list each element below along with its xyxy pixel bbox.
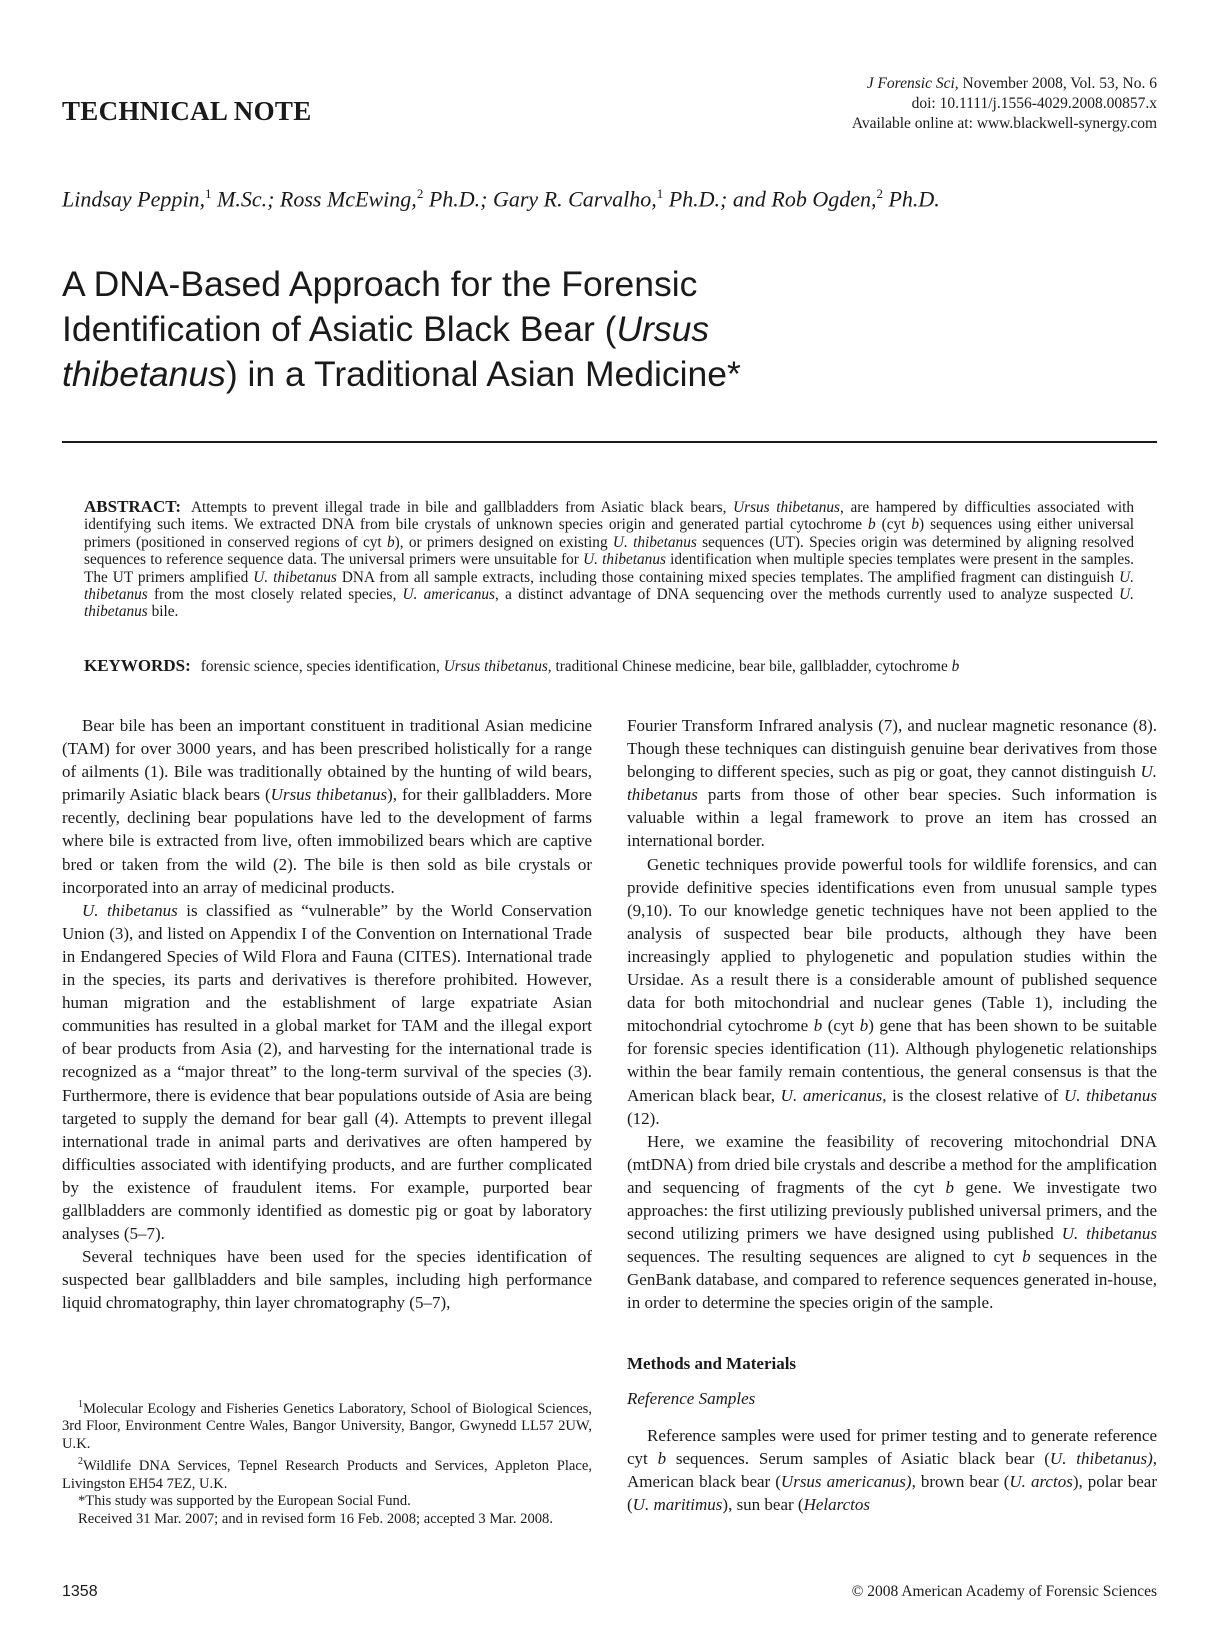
body-paragraph: Several techniques have been used for the species identification of suspected bear gallbladders and bile samples, including high performance liquid chromatography, thin layer chromatography (5–7), bbox=[62, 1247, 592, 1313]
section-heading: Methods and Materials bbox=[627, 1354, 797, 1374]
abstract-text: ), or primers designed on existing bbox=[394, 533, 613, 551]
keywords-italic: Ursus thibetanus, bbox=[443, 658, 552, 675]
doi: doi: 10.1111/j.1556-4029.2008.00857.x bbox=[911, 95, 1157, 112]
affiliation-mark: 1 bbox=[205, 186, 212, 201]
body-paragraph: Fourier Transform Infrared analysis (7), and nuclear magnetic resonance (8). Though these techniques can distinguish genuine bear derivatives from those belonging to different species, such as pig or goat, they cannot distinguish U. thibetanus parts from those of other bear species. Such information is valuable within a legal framework to prove an item has crossed an international border. bbox=[627, 716, 1157, 851]
received-dates: Received 31 Mar. 2007; and in revised form 16 Feb. 2008; accepted 3 Mar. 2008. bbox=[78, 1510, 553, 1527]
abstract-label: ABSTRACT: bbox=[84, 497, 181, 516]
right-column bbox=[627, 714, 1157, 1516]
journal-issue: November 2008, Vol. 53, No. 6 bbox=[958, 75, 1157, 92]
abstract-text: (cyt bbox=[875, 516, 912, 534]
keywords-label: KEYWORDS: bbox=[84, 656, 191, 675]
author-name: Lindsay Peppin, bbox=[62, 186, 205, 212]
footnote: $^1$Molecular Ecology and Fisheries Genetics Laboratory, School of Biological Sciences, 3rd Floor, Environment Centre Wales, Bangor University, Bangor, Gwynedd LL57 2UW, U.K. bbox=[62, 1399, 592, 1452]
abstract-text: DNA from all sample extracts, including those containing mixed species templates. The amplified fragment can distinguish bbox=[336, 568, 1120, 586]
abstract-italic: b bbox=[868, 516, 876, 534]
abstract-text: Attempts to prevent illegal trade in bile and gallbladders from Asiatic black bears, bbox=[190, 499, 734, 516]
availability-link[interactable]: Available online at: www.blackwell-synergy.com bbox=[851, 115, 1157, 132]
abstract-italic: U. thibetanus bbox=[253, 568, 337, 586]
abstract-italic: Ursus thibetanus bbox=[733, 499, 841, 516]
title-text: ) in a Traditional Asian Medicine* bbox=[225, 354, 741, 394]
abstract-text: sequences (UT). Species origin was determined by aligning resolved sequences to reference sequence data. The universal primers were unsuitable for bbox=[84, 533, 1134, 569]
abstract-italic: b bbox=[911, 516, 920, 534]
abstract-text: ) sequences using either universal primers (positioned in conserved regions of cyt bbox=[84, 516, 1134, 551]
subsection-heading: Reference Samples bbox=[627, 1388, 756, 1408]
abstract-text: bile. bbox=[147, 603, 179, 621]
author-name: Gary R. Carvalho, bbox=[492, 186, 657, 212]
title-text: A DNA-Based Approach for the Forensic Identification of Asiatic Black Bear ( bbox=[62, 264, 698, 349]
abstract-italic: U. thibetanus bbox=[583, 551, 666, 569]
body-paragraph: Genetic techniques provide powerful tools for wildlife forensics, and can provide definitive species identifications even from unusual sample types (9,10). To our knowledge genetic techniques have not been applied to the analysis of suspected bear bile products, although they have been increasingly applied to phylogenetic and population studies within the Ursidae. As a result there is a considerable amount of published sequence data for both mitochondrial and nuclear genes (Table 1), including the mitochondrial cytochrome b (cyt b) gene that has been shown to be suitable for forensic species identification (11). Although phylogenetic relationships within the bear family remain contentious, the general consensus is that the American black bear, U. americanus, is the closest relative of U. thibetanus (12). bbox=[627, 854, 1158, 1128]
author-name: Ross McEwing, bbox=[279, 186, 417, 212]
abstract-text: from the most closely related species, bbox=[147, 586, 403, 604]
page-number: 1358 bbox=[62, 1583, 98, 1600]
abstract-italic: U. thibetanus bbox=[612, 533, 697, 551]
affiliation-mark: 2 bbox=[876, 186, 883, 201]
author-list bbox=[62, 186, 940, 212]
abstract-italic: b bbox=[386, 533, 395, 551]
journal-info bbox=[852, 74, 1157, 134]
title-species: Ursus thibetanus bbox=[62, 309, 710, 394]
body-paragraph: U. thibetanus is classified as “vulnerable” by the World Conservation Union (3), and listed on Appendix I of the Convention on International Trade in Endangered Species of Wild Flora and Fauna (CITES). International trade in the species, its parts and derivatives is therefore prohibited. However, human migration and the establishment of large expatriate Asian communities has resulted in a global market for TAM and the illegal export of bear products from Asia (2), and harvesting for the international trade is recognized as a “major threat” to the long-term survival of the species (3). Furthermore, there is evidence that bear populations outside of Asia are being targeted to supply the demand for bear gall (4). Attempts to prevent illegal international trade in animal parts and derivatives are often hampered by difficulties associated with identifying products, and are further complicated by the existence of fraudulent items. For example, purported bear gallbladders are commonly identified as domestic pig or goat by laboratory analyses (5–7). bbox=[62, 900, 592, 1244]
footnotes bbox=[62, 1396, 592, 1528]
keywords-italic: b bbox=[951, 658, 960, 675]
body-paragraph: Reference samples were used for primer testing and to generate reference cyt b sequences. Serum samples of Asiatic black bear (U. thibetanus), American black bear (Ursus americanus), brown bear (U. arctos), polar bear (U. maritimus), sun bear (Helarctos bbox=[627, 1425, 1158, 1514]
abstract-text: , are hampered by difficulties associated with identifying such items. We extracted DNA from bile crystals of unknown species origin and generated partial cytochrome bbox=[84, 499, 1134, 534]
author-degree: M.Sc.; bbox=[211, 186, 280, 212]
journal-name: J Forensic Sci, bbox=[866, 75, 959, 92]
body-paragraph: Here, we examine the feasibility of recovering mitochondrial DNA (mtDNA) from dried bile crystals and describe a method for the amplification and sequencing of fragments of the cyt b gene. We investigate two approaches: the first utilizing previously published universal primers, and the second utilizing primers we have designed using published U. thibetanus sequences. The resulting sequences are aligned to cyt b sequences in the GenBank database, and compared to reference sequences generated in-house, in order to determine the species origin of the sample. bbox=[627, 1131, 1157, 1313]
author-degree: Ph.D. bbox=[882, 186, 940, 212]
keywords-text: forensic science, species identification, bbox=[200, 658, 444, 675]
section-label: TECHNICAL NOTE bbox=[62, 96, 312, 126]
abstract-italic: U. thibetanus bbox=[84, 568, 1134, 604]
footnote: *This study was supported by the European Social Fund. bbox=[78, 1493, 411, 1510]
abstract-text: , a distinct advantage of DNA sequencing over the methods currently used to analyze suspected bbox=[495, 586, 1120, 604]
author-name: Rob Ogden, bbox=[771, 186, 877, 212]
article-title bbox=[62, 262, 862, 397]
author-degree: Ph.D.; and bbox=[663, 186, 772, 212]
keywords-text: traditional Chinese medicine, bear bile, gallbladder, cytochrome bbox=[551, 658, 952, 675]
body-paragraph: Bear bile has been an important constituent in traditional Asian medicine (TAM) for over 3000 years, and has been prescribed holistically for a range of ailments (1). Bile was traditionally obtained by the hunting of wild bears, primarily Asiatic black bears (Ursus thibetanus), for their gallbladders. More recently, declining bear populations have led to the development of farms where bile is extracted from live, often immobilized bears which are captive bred or taken from the wild (2). The bile is then sold as bile crystals or incorporated into an array of medicinal products. bbox=[62, 716, 592, 897]
affiliation-mark: 2 bbox=[416, 186, 424, 201]
left-column bbox=[62, 714, 592, 1314]
author-degree: Ph.D.; bbox=[423, 186, 493, 212]
title-divider bbox=[62, 441, 1157, 443]
abstract-italic: U. americanus bbox=[402, 586, 496, 604]
copyright-notice: © 2008 American Academy of Forensic Sciences bbox=[851, 1583, 1157, 1600]
affiliation-mark: 1 bbox=[656, 186, 664, 201]
abstract-italic: U. thibetanus bbox=[84, 586, 1134, 621]
abstract bbox=[84, 498, 1134, 621]
journal-citation bbox=[852, 74, 1157, 94]
abstract-text: identification when multiple species templates were present in the samples. The UT primers amplified bbox=[84, 551, 1134, 586]
footnote: $^2$Wildlife DNA Services, Tepnel Research Products and Services, Appleton Place, Livingston EH54 7EZ, U.K. bbox=[62, 1456, 592, 1492]
keywords bbox=[84, 656, 1144, 676]
